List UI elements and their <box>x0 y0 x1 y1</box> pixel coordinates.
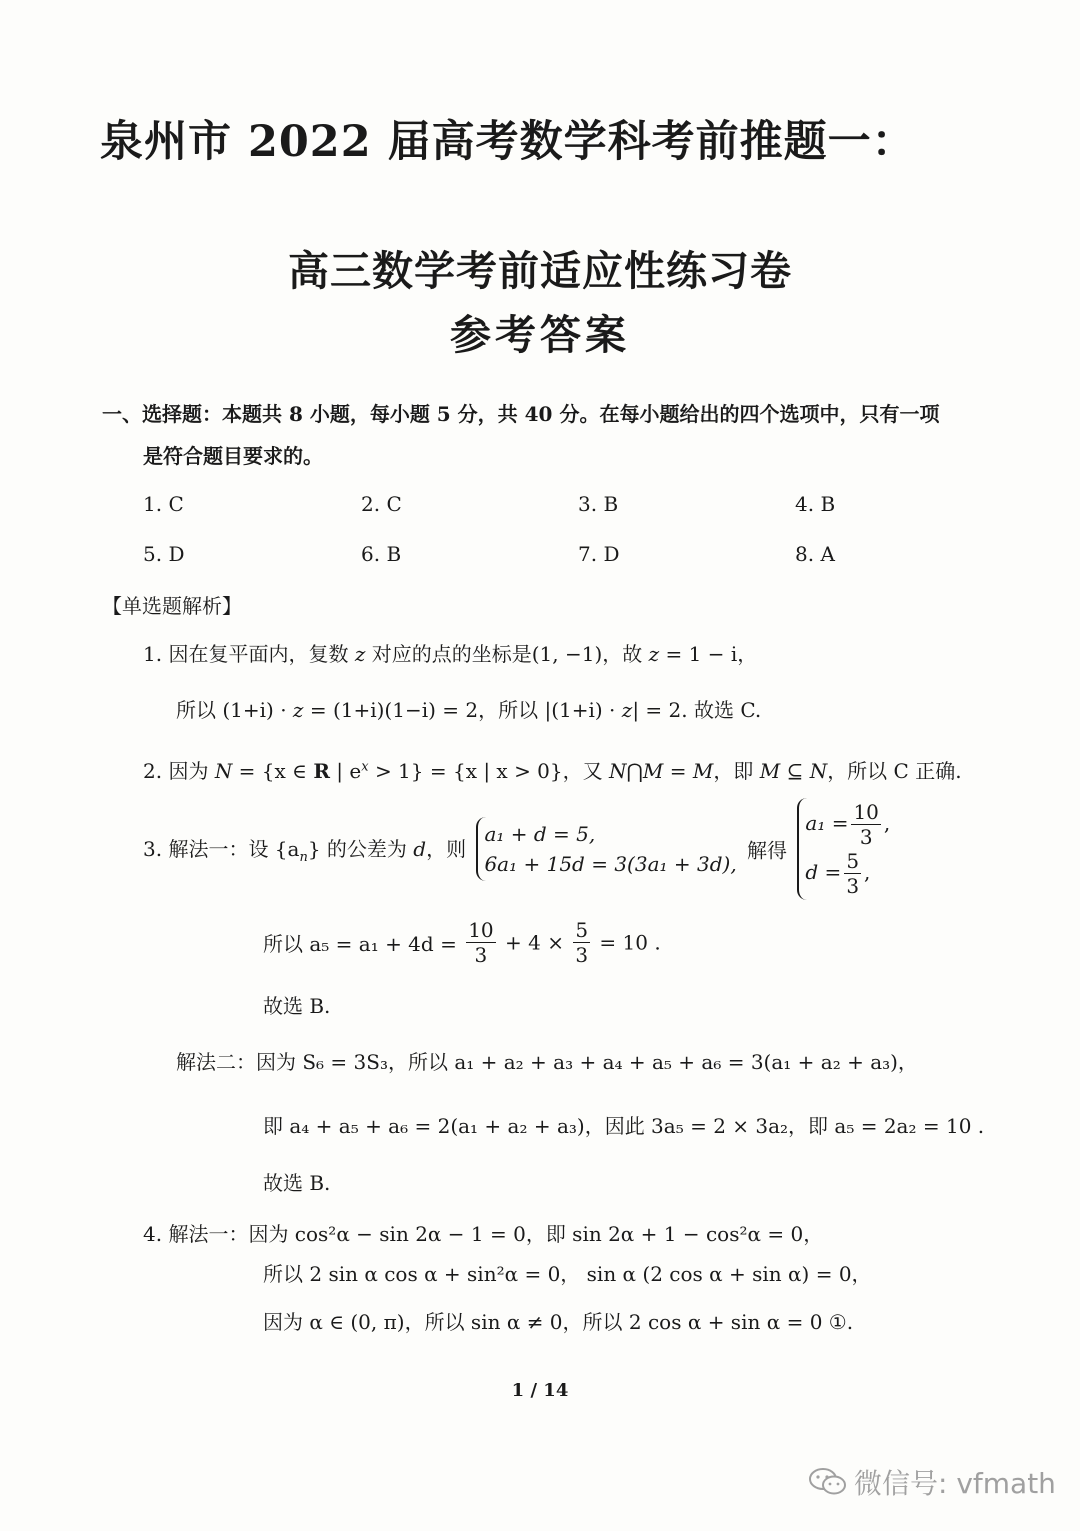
q3-method1-line2: 所以 a₅ = a₁ + 4d = $\frac{10}{3}$ + 4 × $\frac{5}{3}$ = 10 . <box>263 918 661 967</box>
q3-method2-line2: 即 a₄ + a₅ + a₆ = 2(a₁ + a₂ + a₃)，因此 3a₅ = 2 × 3a₂，即 a₅ = 2a₂ = 10 . <box>263 1114 985 1138</box>
answer-7: 7. D <box>578 542 620 566</box>
watermark <box>808 1462 1056 1505</box>
answer-1: 1. C <box>143 492 184 516</box>
q3-method2-line1: 解法二：因为 S₆ = 3S₃，所以 a₁ + a₂ + a₃ + a₄ + a₅ + a₆ = 3(a₁ + a₂ + a₃)， <box>176 1050 918 1074</box>
sub-title: 参考答案 <box>450 311 630 359</box>
q4-line3: 因为 α ∈ (0, π)，所以 sin α ≠ 0，所以 2 cos α + sin α = 0 ①. <box>263 1310 854 1334</box>
analysis-label: 【单选题解析】 <box>102 594 242 618</box>
page-number: 1 / 14 <box>511 1380 569 1401</box>
q1-line2: 所以 (1+i) · z = (1+i)(1−i) = 2，所以 |(1+i) · z| = 2. 故选 C. <box>176 698 762 722</box>
wechat-icon <box>808 1466 848 1505</box>
answer-3: 3. B <box>578 492 619 516</box>
answer-8: 8. A <box>795 542 835 566</box>
answer-4: 4. B <box>795 492 836 516</box>
answer-5: 5. D <box>143 542 185 566</box>
equation-system-2: a₁ = $\frac{10}{3}$ , d = $\frac{5}{3}$ , <box>797 798 890 900</box>
q2-line: 2. 因为 N = {x ∈ R | $e^x > 1\} = \{x$ | x > 0}，又 N⋂M = M，即 M ⊆ N，所以 C 正确. <box>143 759 962 783</box>
equation-system-1: a₁ + d = 5, 6a₁ + 15d = 3(3a₁ + 3d), <box>476 817 736 881</box>
q4-line1: 4. 解法一：因为 cos²α − sin 2α − 1 = 0，即 sin 2α + 1 − cos²α = 0， <box>143 1222 824 1246</box>
answer-6: 6. B <box>361 542 402 566</box>
answer-2: 2. C <box>361 492 402 516</box>
top-title: 泉州市 2022 届高考数学科考前推题一： <box>100 117 916 167</box>
q3-method2-conclusion: 故选 B. <box>263 1171 331 1195</box>
q4-line2: 所以 2 sin α cos α + sin²α = 0， sin α (2 cos α + sin α) = 0， <box>263 1262 872 1286</box>
watermark-text: 微信号: vfmath <box>854 1467 1056 1500</box>
section-heading-line2: 是符合题目要求的。 <box>143 444 323 468</box>
section-heading-line1: 一、选择题：本题共 8 小题，每小题 5 分，共 40 分。在每小题给出的四个选项中，只有一项 <box>102 402 940 426</box>
q3-method1-line1: 3. 解法一：设 $\{a_n\}$ 的公差为 d，则 a₁ + d = 5, 6a₁ + 15d = 3(3a₁ + 3d), 解得 a₁ = $\frac{10}{3}$ , d = $\frac{5}{3}$ , <box>143 800 891 898</box>
q1-line1: 1. 因在复平面内，复数 z 对应的点的坐标是(1, −1)，故 z = 1 − i， <box>143 642 758 666</box>
main-title: 高三数学考前适应性练习卷 <box>288 247 792 295</box>
q3-method1-conclusion: 故选 B. <box>263 994 331 1018</box>
